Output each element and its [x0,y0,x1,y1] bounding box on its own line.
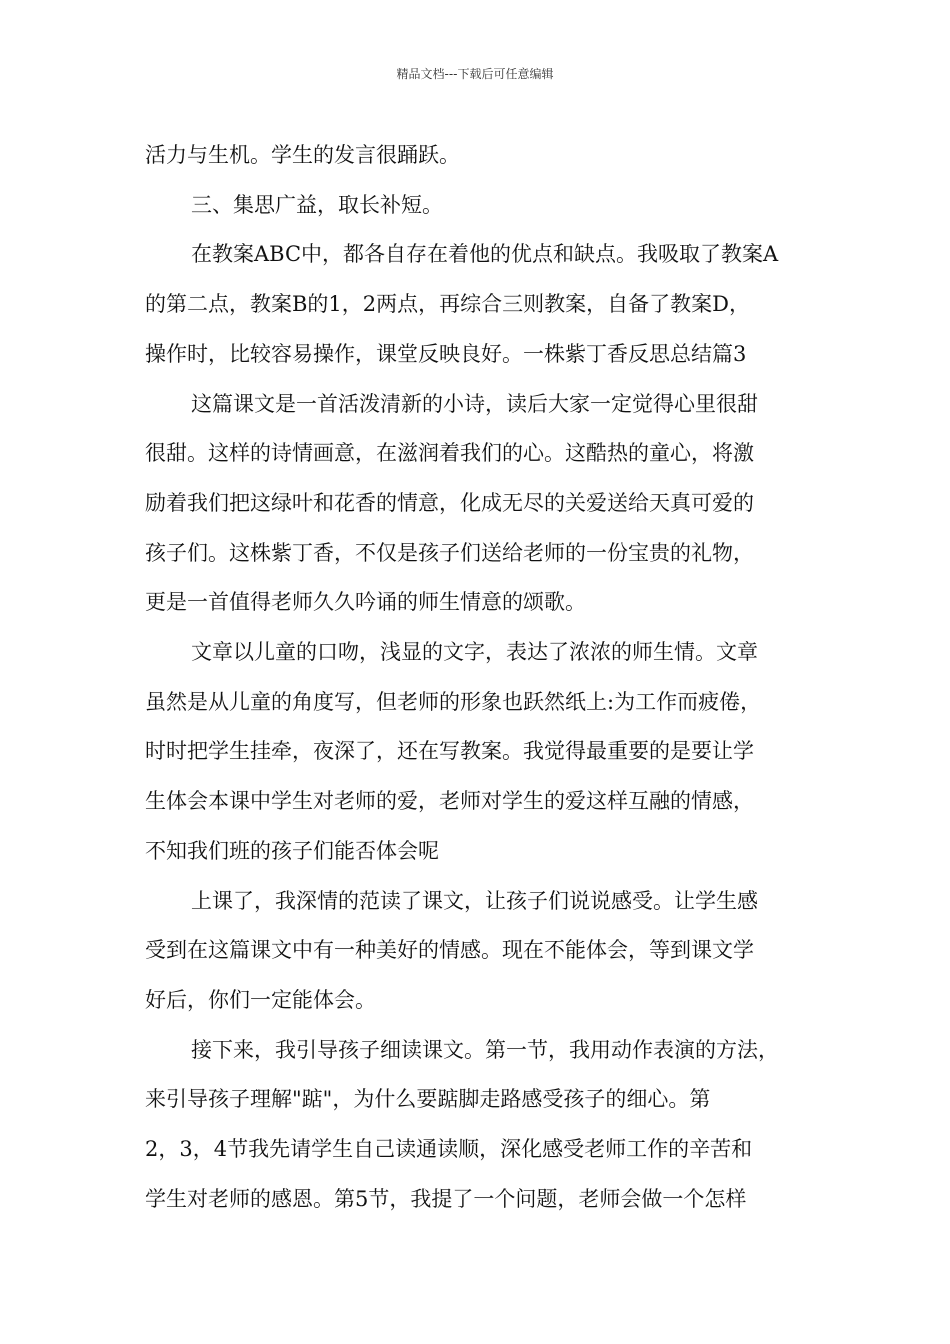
paragraph [145,380,810,629]
text-line: 接下来，我引导孩子细读课文。第一节，我用动作表演的方法， [191,1037,779,1062]
paragraph [145,181,810,231]
document-body [145,131,810,1224]
paragraph [145,628,810,877]
text-line: 受到在这篇课文中有一种美好的情感。现在不能体会，等到课文学 [145,938,754,963]
text-line: 2，3，4节我先请学生自己读通读顺，深化感受老师工作的辛苦和 [145,1137,753,1162]
text-line: 这篇课文是一首活泼清新的小诗，读后大家一定觉得心里很甜 [191,391,758,416]
text-line: 不知我们班的孩子们能否体会呢 [145,838,439,863]
text-line: 活力与生机。学生的发言很踊跃。 [145,143,460,167]
text-line: 好后，你们一定能体会。 [145,987,376,1012]
text-line: 学生对老师的感恩。第5节，我提了一个问题，老师会做一个怎样 [145,1186,747,1211]
text-line: 在教案ABC中，都各自存在着他的优点和缺点。我吸取了教案A [191,242,779,267]
text-line: 文章以儿童的口吻，浅显的文字，表达了浓浓的师生情。文章 [191,640,758,665]
text-line: 来引导孩子理解"踮"，为什么要踮脚走路感受孩子的细心。第 [145,1087,711,1112]
paragraph [145,877,810,1026]
paragraph [145,131,810,181]
text-line: 虽然是从儿童的角度写，但老师的形象也跃然纸上:为工作而疲倦， [145,689,762,714]
text-line: 孩子们。这株紫丁香，不仅是孩子们送给老师的一份宝贵的礼物， [145,540,754,565]
text-line: 操作时，比较容易操作，课堂反映良好。一株紫丁香反思总结篇3 [145,341,747,366]
text-line: 生体会本课中学生对老师的爱，老师对学生的爱这样互融的情感， [145,789,754,814]
paragraph [145,230,810,379]
page-header: 精品文档---下载后可任意编辑 [396,67,554,81]
text-line: 三、集思广益，取长补短。 [191,192,443,217]
text-line: 很甜。这样的诗情画意，在滋润着我们的心。这酷热的童心，将激 [145,441,754,466]
text-line: 的第二点，教案B的1，2两点，再综合三则教案，自备了教案D， [145,292,750,317]
text-line: 励着我们把这绿叶和花香的情意，化成无尽的关爱送给天真可爱的 [145,490,754,515]
paragraph [145,1026,810,1225]
text-line: 上课了，我深情的范读了课文，让孩子们说说感受。让学生感 [191,888,758,913]
text-line: 更是一首值得老师久久吟诵的师生情意的颂歌。 [145,590,586,615]
text-line: 时时把学生挂牵，夜深了，还在写教案。我觉得最重要的是要让学 [145,739,754,764]
